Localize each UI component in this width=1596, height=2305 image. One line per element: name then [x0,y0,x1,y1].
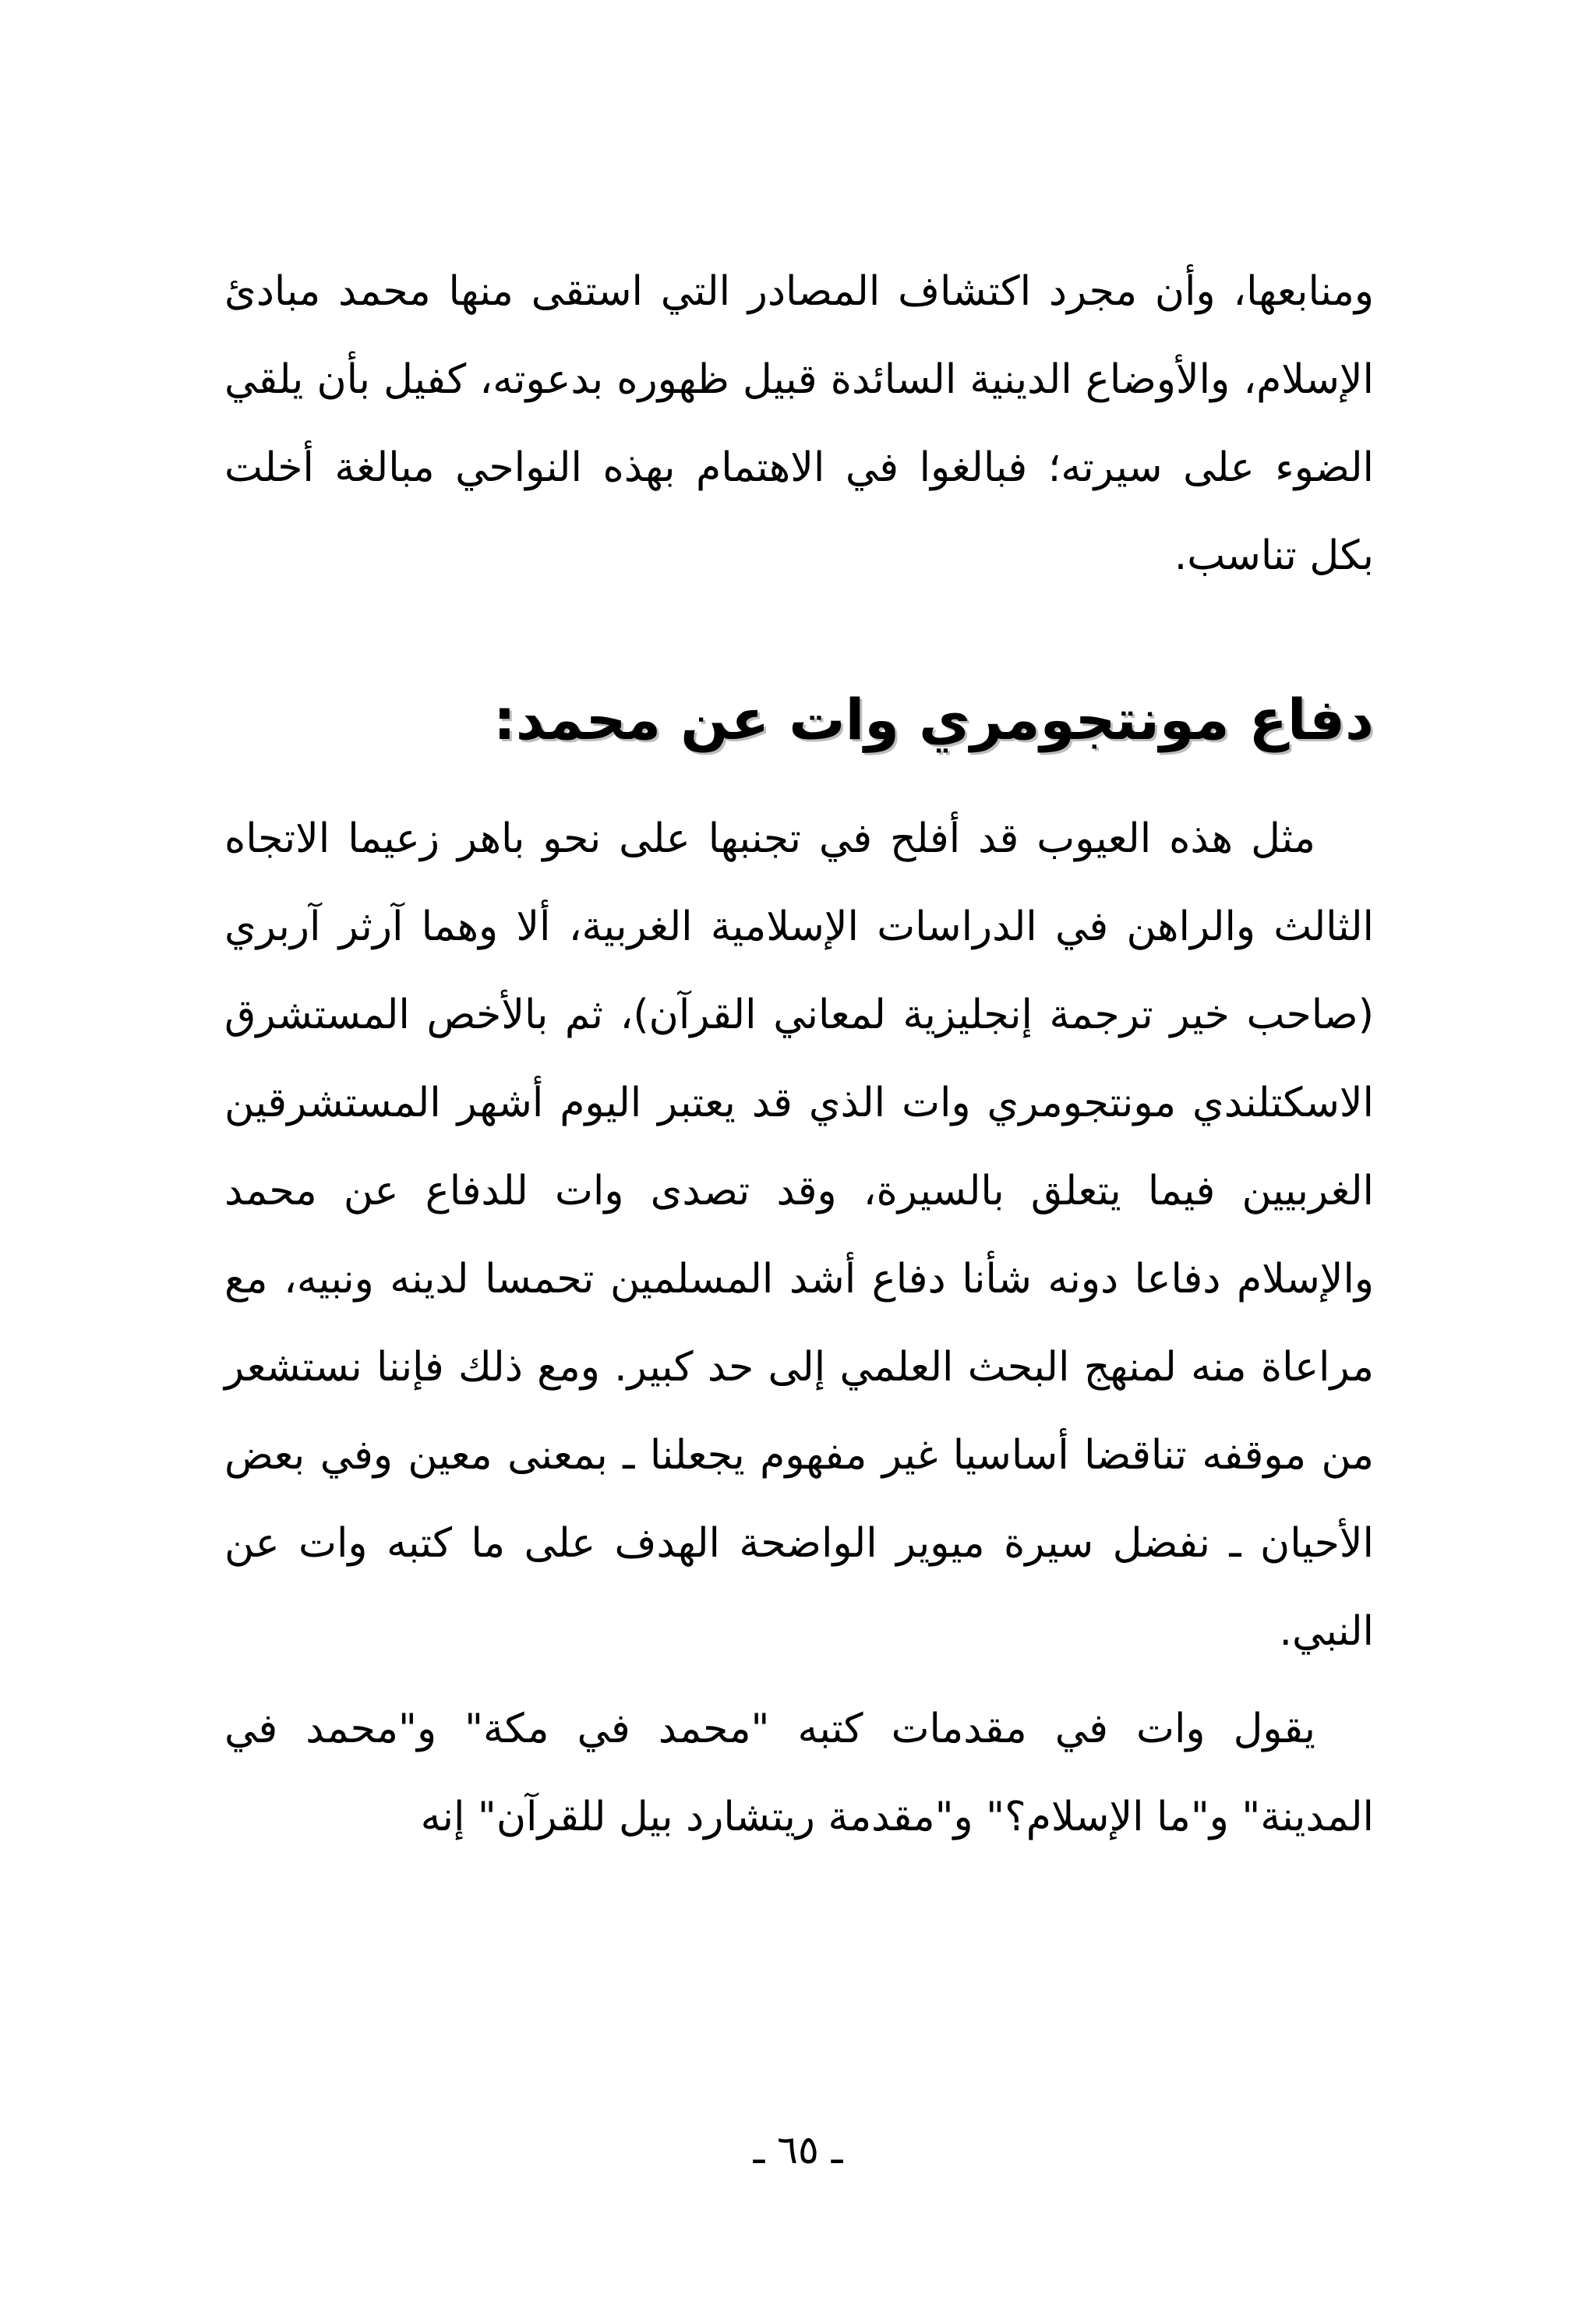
paragraph-3-text: يقول وات في مقدمات كتبه "محمد في مكة" و"محمد في المدينة" و"ما الإسلام؟" و"مقدمة ريتشارد بيل للقرآن" إنه [224,1706,1374,1840]
paragraph-1 [224,248,1374,600]
paragraph-2-text: مثل هذه العيوب قد أفلح في تجنبها على نحو باهر زعيما الاتجاه الثالث والراهن في الدراسات الإسلامية الغربية، ألا وهما آرثر آربري (صاحب خير ترجمة إنجليزية لمعاني القرآن)، ثم بالأخص المستشرق الاسكتلندي مونتجومري وات الذي قد يعتبر اليوم أشهر المستشرقين الغربيين فيما يتعلق بالسيرة، وقد تصدى وات للدفاع عن محمد والإسلام دفاعا دونه شأنا دفاع أشد المسلمين تحمسا لدينه ونبيه، مع مراعاة منه لمنهج البحث العلمي إلى حد كبير. ومع ذلك فإننا نستشعر من موقفه تناقضا أساسيا غير مفهوم يجعلنا ـ بمعنى معين وفي بعض الأحيان ـ نفضل سيرة ميوير الواضحة الهدف على ما كتبه وات عن النبي. [224,815,1374,1655]
paragraph-2 [224,795,1374,1676]
page-number: ـ ٦٥ ـ [753,2127,843,2172]
paragraph-3 [224,1685,1374,1861]
section-heading: دفاع مونتجومري وات عن محمد: [493,687,1374,752]
paragraph-1-text: ومنابعها، وأن مجرد اكتشاف المصادر التي استقى منها محمد مبادئ الإسلام، والأوضاع الدينية السائدة قبيل ظهوره بدعوته، كفيل بأن يلقي الضوء على سيرته؛ فبالغوا في الاهتمام بهذه النواحي مبالغة أخلت بكل تناسب. [224,268,1374,579]
